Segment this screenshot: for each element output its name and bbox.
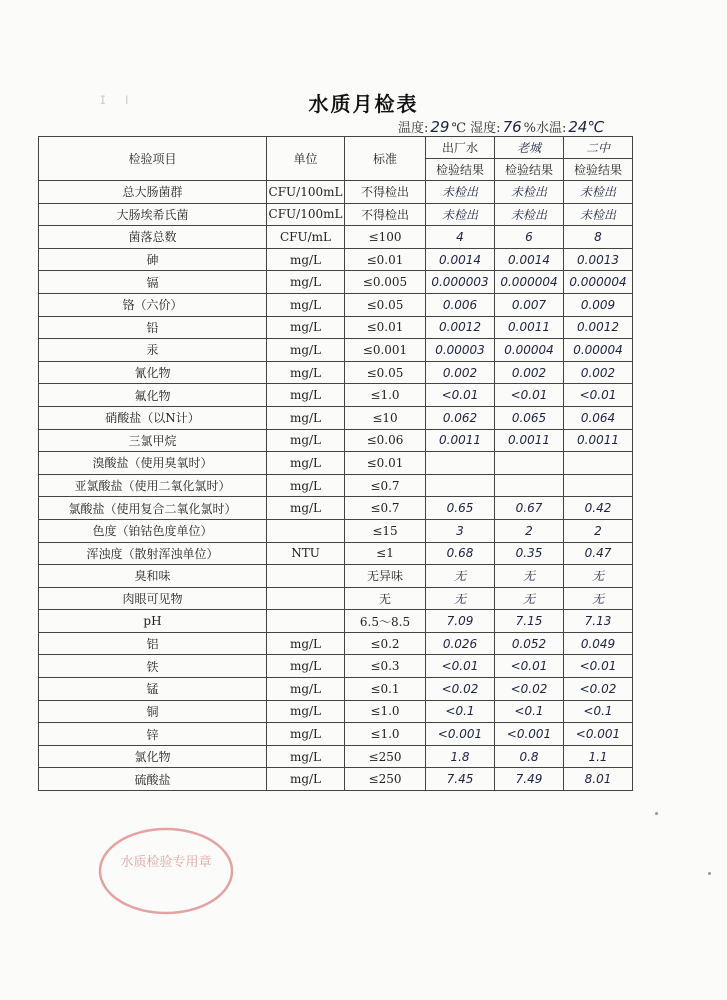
row-result-3: 无 xyxy=(564,587,633,610)
row-result-3: 1.1 xyxy=(564,745,633,768)
table-row xyxy=(39,226,633,249)
row-result-2: <0.01 xyxy=(495,655,564,678)
row-standard: ≤1.0 xyxy=(345,384,426,407)
table-row xyxy=(39,745,633,768)
table-row xyxy=(39,610,633,633)
row-result-2: 0.052 xyxy=(495,632,564,655)
row-item: 色度（铂钴色度单位） xyxy=(39,519,267,542)
table-row xyxy=(39,248,633,271)
row-result-3 xyxy=(564,452,633,475)
row-result-2: 无 xyxy=(495,565,564,588)
row-result-1: <0.01 xyxy=(426,384,495,407)
row-standard: 无异味 xyxy=(345,565,426,588)
row-item: 氰化物 xyxy=(39,361,267,384)
row-item: 汞 xyxy=(39,339,267,362)
table-row xyxy=(39,203,633,226)
row-item: 溴酸盐（使用臭氧时） xyxy=(39,452,267,475)
row-standard: ≤0.06 xyxy=(345,429,426,452)
table-row xyxy=(39,542,633,565)
row-result-1: 4 xyxy=(426,226,495,249)
row-result-1: 0.006 xyxy=(426,293,495,316)
stamp-text: 水质检验专用章 xyxy=(120,855,212,870)
row-result-1 xyxy=(426,452,495,475)
page-title: 水质月检表 xyxy=(308,92,419,116)
row-result-3: 无 xyxy=(564,565,633,588)
speck xyxy=(708,872,711,875)
temp-unit: ℃ xyxy=(451,121,467,136)
table-row xyxy=(39,293,633,316)
header-standard: 标准 xyxy=(345,137,426,181)
header-result-1: 检验结果 xyxy=(426,159,495,181)
row-unit: mg/L xyxy=(267,361,345,384)
table-row xyxy=(39,361,633,384)
row-result-1: 3 xyxy=(426,519,495,542)
row-item: 亚氯酸盐（使用二氧化氯时） xyxy=(39,474,267,497)
row-result-2: <0.02 xyxy=(495,678,564,701)
row-unit: CFU/mL xyxy=(267,226,345,249)
row-result-3: <0.001 xyxy=(564,723,633,746)
row-result-3: 0.002 xyxy=(564,361,633,384)
table-row xyxy=(39,316,633,339)
row-item: 镉 xyxy=(39,271,267,294)
row-standard: ≤1.0 xyxy=(345,723,426,746)
row-standard: ≤100 xyxy=(345,226,426,249)
row-result-1: 0.026 xyxy=(426,632,495,655)
row-result-2: 0.67 xyxy=(495,497,564,520)
row-result-2: 0.065 xyxy=(495,406,564,429)
row-unit: mg/L xyxy=(267,655,345,678)
table-row xyxy=(39,678,633,701)
row-standard: ≤0.2 xyxy=(345,632,426,655)
row-unit: mg/L xyxy=(267,339,345,362)
row-result-1: 0.0012 xyxy=(426,316,495,339)
row-result-1: 0.062 xyxy=(426,406,495,429)
row-unit: CFU/100mL xyxy=(267,203,345,226)
temp-label: 温度: xyxy=(398,121,429,136)
table-row xyxy=(39,474,633,497)
table-row xyxy=(39,655,633,678)
row-item: 三氯甲烷 xyxy=(39,429,267,452)
row-standard: ≤1.0 xyxy=(345,700,426,723)
table-row xyxy=(39,384,633,407)
row-unit: CFU/100mL xyxy=(267,181,345,204)
row-standard: ≤0.01 xyxy=(345,248,426,271)
table-row xyxy=(39,497,633,520)
row-item: 砷 xyxy=(39,248,267,271)
row-item: 臭和味 xyxy=(39,565,267,588)
row-item: 氟化物 xyxy=(39,384,267,407)
row-result-3: <0.01 xyxy=(564,384,633,407)
bleed-through-mark: ɪ ı xyxy=(100,90,129,108)
humidity-value: 76 xyxy=(502,118,522,136)
row-item: 总大肠菌群 xyxy=(39,181,267,204)
row-result-2: <0.1 xyxy=(495,700,564,723)
table-row xyxy=(39,271,633,294)
water-temp-label: %水温: xyxy=(523,121,567,136)
row-result-2: 未检出 xyxy=(495,181,564,204)
row-result-3: 未检出 xyxy=(564,203,633,226)
row-result-3: 0.0012 xyxy=(564,316,633,339)
row-standard: ≤0.05 xyxy=(345,361,426,384)
water-temp-value: 24℃ xyxy=(568,118,605,136)
header-result-3: 检验结果 xyxy=(564,159,633,181)
row-standard: ≤0.3 xyxy=(345,655,426,678)
row-result-3 xyxy=(564,474,633,497)
row-result-1: 0.0011 xyxy=(426,429,495,452)
row-result-1: 0.68 xyxy=(426,542,495,565)
row-result-2: 无 xyxy=(495,587,564,610)
row-result-3: 0.009 xyxy=(564,293,633,316)
temp-value: 29 xyxy=(430,118,450,136)
row-standard: ≤0.001 xyxy=(345,339,426,362)
table-row xyxy=(39,632,633,655)
row-standard: 无 xyxy=(345,587,426,610)
conditions-line xyxy=(398,117,606,136)
row-unit xyxy=(267,519,345,542)
row-result-2: 未检出 xyxy=(495,203,564,226)
header-item: 检验项目 xyxy=(39,137,267,181)
row-result-2: <0.01 xyxy=(495,384,564,407)
header-source-1: 出厂水 xyxy=(426,137,495,159)
row-unit: mg/L xyxy=(267,700,345,723)
row-result-3: <0.02 xyxy=(564,678,633,701)
row-result-2: 0.000004 xyxy=(495,271,564,294)
row-unit xyxy=(267,565,345,588)
row-unit: mg/L xyxy=(267,316,345,339)
table-row xyxy=(39,429,633,452)
row-result-1: 1.8 xyxy=(426,745,495,768)
row-item: 锌 xyxy=(39,723,267,746)
row-result-3: 8.01 xyxy=(564,768,633,791)
row-standard: ≤0.01 xyxy=(345,316,426,339)
row-result-2: 7.49 xyxy=(495,768,564,791)
row-result-2 xyxy=(495,452,564,475)
row-item: 铅 xyxy=(39,316,267,339)
row-result-3: 0.000004 xyxy=(564,271,633,294)
row-result-1: 0.0014 xyxy=(426,248,495,271)
row-unit: mg/L xyxy=(267,452,345,475)
row-result-1: 7.45 xyxy=(426,768,495,791)
row-result-1: 0.00003 xyxy=(426,339,495,362)
row-result-1: 未检出 xyxy=(426,181,495,204)
row-item: 氯化物 xyxy=(39,745,267,768)
row-item: 铜 xyxy=(39,700,267,723)
table-row xyxy=(39,723,633,746)
row-unit: mg/L xyxy=(267,429,345,452)
row-item: 大肠埃希氏菌 xyxy=(39,203,267,226)
row-item: 菌落总数 xyxy=(39,226,267,249)
row-item: 硫酸盐 xyxy=(39,768,267,791)
row-result-1: 0.002 xyxy=(426,361,495,384)
header-source-3: 二中 xyxy=(564,137,633,159)
row-result-1: <0.01 xyxy=(426,655,495,678)
humidity-label: 湿度: xyxy=(470,121,501,136)
row-unit xyxy=(267,610,345,633)
row-result-2: 0.00004 xyxy=(495,339,564,362)
row-unit: mg/L xyxy=(267,406,345,429)
row-item: 铝 xyxy=(39,632,267,655)
table-row xyxy=(39,406,633,429)
row-item: pH xyxy=(39,610,267,633)
header-result-2: 检验结果 xyxy=(495,159,564,181)
table-row xyxy=(39,519,633,542)
row-result-3: 7.13 xyxy=(564,610,633,633)
header-source-2: 老城 xyxy=(495,137,564,159)
table-row xyxy=(39,339,633,362)
row-result-3: 0.064 xyxy=(564,406,633,429)
row-standard: ≤1 xyxy=(345,542,426,565)
row-result-3: 0.0011 xyxy=(564,429,633,452)
row-result-3: <0.01 xyxy=(564,655,633,678)
row-unit: mg/L xyxy=(267,293,345,316)
row-standard: 6.5～8.5 xyxy=(345,610,426,633)
row-result-1: <0.001 xyxy=(426,723,495,746)
row-unit: mg/L xyxy=(267,768,345,791)
table-row xyxy=(39,565,633,588)
row-item: 肉眼可见物 xyxy=(39,587,267,610)
row-item: 铁 xyxy=(39,655,267,678)
row-standard: ≤250 xyxy=(345,745,426,768)
row-unit: mg/L xyxy=(267,271,345,294)
row-result-3: 0.049 xyxy=(564,632,633,655)
row-result-3: 0.47 xyxy=(564,542,633,565)
table-row xyxy=(39,700,633,723)
row-result-2 xyxy=(495,474,564,497)
row-result-3: 0.42 xyxy=(564,497,633,520)
row-standard: ≤0.05 xyxy=(345,293,426,316)
official-stamp xyxy=(96,826,236,916)
speck xyxy=(655,812,658,815)
table-row xyxy=(39,181,633,204)
row-item: 铬（六价） xyxy=(39,293,267,316)
row-standard: ≤0.1 xyxy=(345,678,426,701)
row-result-2: 0.002 xyxy=(495,361,564,384)
row-result-1 xyxy=(426,474,495,497)
row-result-3: 0.00004 xyxy=(564,339,633,362)
row-item: 锰 xyxy=(39,678,267,701)
row-result-1: 无 xyxy=(426,587,495,610)
row-result-2: 0.007 xyxy=(495,293,564,316)
row-result-1: 7.09 xyxy=(426,610,495,633)
row-result-1: <0.02 xyxy=(426,678,495,701)
row-result-1: 无 xyxy=(426,565,495,588)
row-result-2: 0.0011 xyxy=(495,429,564,452)
row-item: 浑浊度（散射浑浊单位） xyxy=(39,542,267,565)
inspection-table xyxy=(38,136,633,791)
row-result-1: 0.65 xyxy=(426,497,495,520)
row-result-2: 0.0014 xyxy=(495,248,564,271)
row-item: 硝酸盐（以N计） xyxy=(39,406,267,429)
row-result-2: 7.15 xyxy=(495,610,564,633)
row-unit: mg/L xyxy=(267,384,345,407)
header-unit: 单位 xyxy=(267,137,345,181)
row-result-2: <0.001 xyxy=(495,723,564,746)
table-row xyxy=(39,587,633,610)
row-standard: ≤15 xyxy=(345,519,426,542)
row-unit: mg/L xyxy=(267,474,345,497)
table-row xyxy=(39,768,633,791)
row-unit: NTU xyxy=(267,542,345,565)
row-result-1: 未检出 xyxy=(426,203,495,226)
row-item: 氯酸盐（使用复合二氧化氯时） xyxy=(39,497,267,520)
row-result-3: 8 xyxy=(564,226,633,249)
row-standard: ≤250 xyxy=(345,768,426,791)
row-unit: mg/L xyxy=(267,745,345,768)
row-unit xyxy=(267,587,345,610)
row-standard: ≤10 xyxy=(345,406,426,429)
row-unit: mg/L xyxy=(267,248,345,271)
row-unit: mg/L xyxy=(267,632,345,655)
row-standard: 不得检出 xyxy=(345,203,426,226)
row-result-3: <0.1 xyxy=(564,700,633,723)
row-result-3: 0.0013 xyxy=(564,248,633,271)
row-unit: mg/L xyxy=(267,723,345,746)
row-standard: 不得检出 xyxy=(345,181,426,204)
row-result-2: 2 xyxy=(495,519,564,542)
row-standard: ≤0.005 xyxy=(345,271,426,294)
row-result-3: 未检出 xyxy=(564,181,633,204)
row-standard: ≤0.01 xyxy=(345,452,426,475)
table-row xyxy=(39,452,633,475)
header-row xyxy=(39,137,633,159)
row-result-1: 0.000003 xyxy=(426,271,495,294)
row-result-2: 6 xyxy=(495,226,564,249)
row-result-2: 0.35 xyxy=(495,542,564,565)
row-standard: ≤0.7 xyxy=(345,497,426,520)
row-standard: ≤0.7 xyxy=(345,474,426,497)
row-result-1: <0.1 xyxy=(426,700,495,723)
row-result-2: 0.8 xyxy=(495,745,564,768)
row-unit: mg/L xyxy=(267,497,345,520)
row-result-3: 2 xyxy=(564,519,633,542)
row-result-2: 0.0011 xyxy=(495,316,564,339)
row-unit: mg/L xyxy=(267,678,345,701)
